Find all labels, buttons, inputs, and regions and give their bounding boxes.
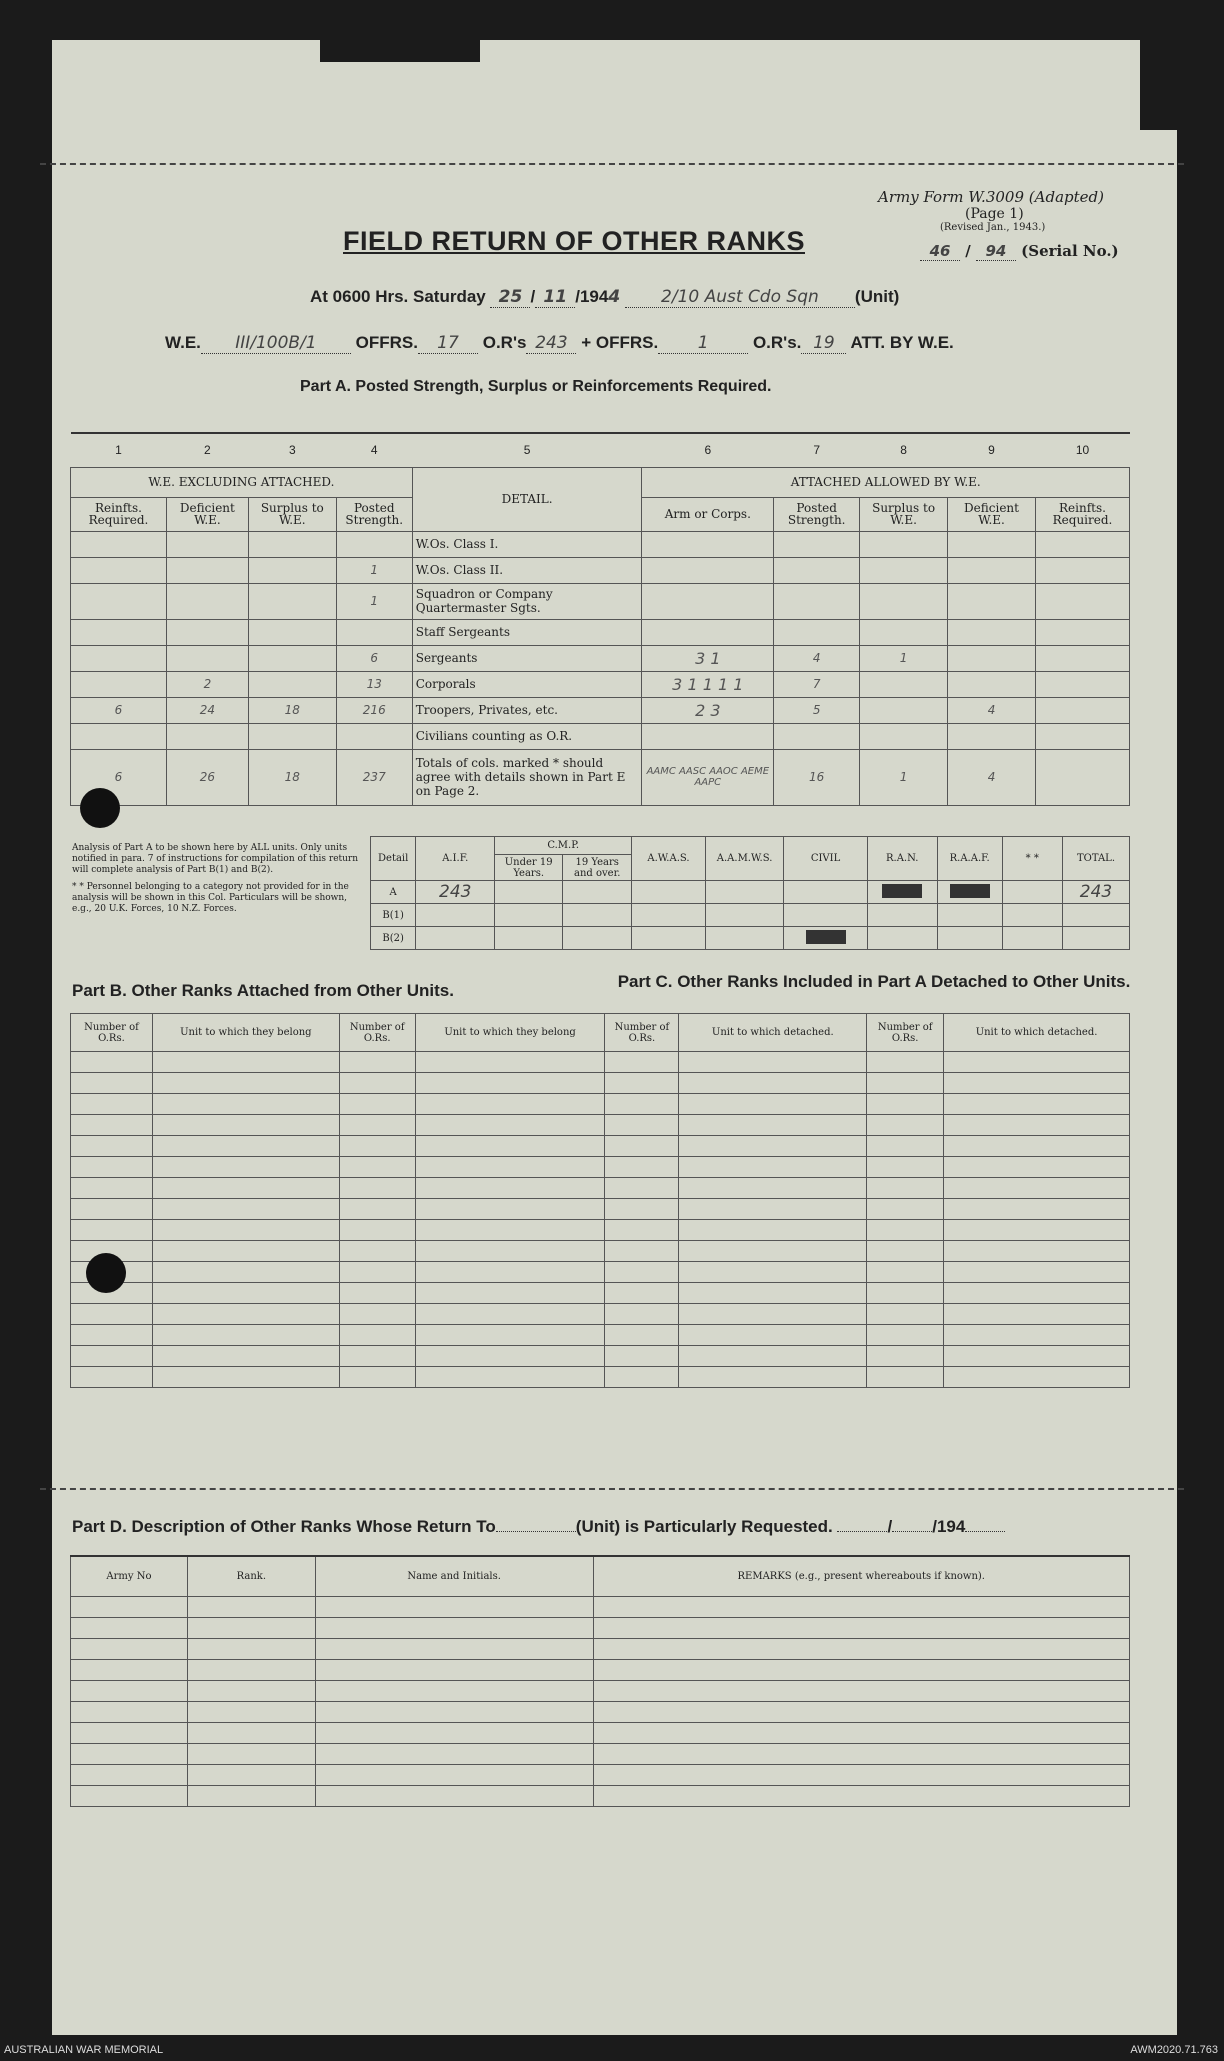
punch-hole xyxy=(80,788,120,828)
header-att-deficient: Deficient W.E. xyxy=(948,497,1036,531)
cell-c4: 13 xyxy=(336,671,412,697)
strength-row xyxy=(71,723,1130,749)
cell-c2 xyxy=(166,583,248,619)
header-deficient: Deficient W.E. xyxy=(166,497,248,531)
cell-c7: 4 xyxy=(774,645,860,671)
cell-arm xyxy=(642,583,774,619)
perforation-bottom xyxy=(40,1488,1184,1490)
blank-row xyxy=(71,1638,1130,1659)
cell-c10 xyxy=(1035,671,1129,697)
col-num-5: 5 xyxy=(523,443,531,458)
blank-row xyxy=(71,1115,1130,1136)
cell-c9 xyxy=(948,619,1036,645)
cell-c3 xyxy=(248,723,336,749)
analysis-header-other: * * xyxy=(1002,837,1062,881)
cell-c3 xyxy=(248,583,336,619)
perforation-top xyxy=(40,163,1184,165)
cell-c2 xyxy=(166,557,248,583)
col-num-2: 2 xyxy=(204,443,211,458)
analysis-total-a: 243 xyxy=(1063,881,1130,904)
serial-number: 46 / 94 (Serial No.) xyxy=(920,242,1119,261)
header-att-surplus: Surplus to W.E. xyxy=(860,497,948,531)
blank-row xyxy=(71,1367,1130,1388)
cell-c10 xyxy=(1035,619,1129,645)
cell-c7 xyxy=(774,619,860,645)
cell-arm xyxy=(642,531,774,557)
we-line: W.E. III/100B/1 OFFRS. 17 O.R's 243 + OFFRS. 1 O.R's. 19 ATT. BY W.E. xyxy=(165,333,954,353)
cell-c3 xyxy=(248,531,336,557)
page-number: (Page 1) xyxy=(965,206,1024,222)
strength-row xyxy=(71,671,1130,697)
part-d-header-rank: Rank. xyxy=(187,1556,315,1596)
cell-c9: 4 xyxy=(948,749,1036,805)
row-detail: Squadron or Company Quartermaster Sgts. xyxy=(412,583,642,619)
analysis-header-aamws: A.A.M.W.S. xyxy=(705,837,784,881)
cell-c9: 4 xyxy=(948,697,1036,723)
blank-row xyxy=(71,1680,1130,1701)
cell-c1 xyxy=(71,557,167,583)
part-c-header-unit: Unit to which detached. xyxy=(944,1014,1130,1052)
blank-row xyxy=(71,1764,1130,1785)
blank-row xyxy=(71,1785,1130,1806)
col-num-6: 6 xyxy=(704,443,712,458)
cell-c7 xyxy=(774,583,860,619)
analysis-table xyxy=(370,836,1130,950)
blank-row xyxy=(71,1283,1130,1304)
blank-row xyxy=(71,1617,1130,1638)
cell-c3: 18 xyxy=(248,697,336,723)
header-att-posted: Posted Strength. xyxy=(774,497,860,531)
cell-c1 xyxy=(71,671,167,697)
analysis-header-total: TOTAL. xyxy=(1063,837,1130,881)
strength-row xyxy=(71,619,1130,645)
part-b-header-number: Number of O.Rs. xyxy=(339,1014,415,1052)
cell-c2 xyxy=(166,619,248,645)
blank-row xyxy=(71,1094,1130,1115)
strength-row xyxy=(71,531,1130,557)
cell-c8 xyxy=(860,619,948,645)
cell-c8 xyxy=(860,697,948,723)
form-number: Army Form W.3009 (Adapted) xyxy=(878,188,1104,206)
part-bc-table xyxy=(70,1013,1130,1388)
cell-c10 xyxy=(1035,749,1129,805)
blank-row xyxy=(71,1178,1130,1199)
cell-c1 xyxy=(71,531,167,557)
analysis-header-detail: Detail xyxy=(371,837,416,881)
cell-c1 xyxy=(71,723,167,749)
analysis-header-cmp: C.M.P. xyxy=(495,837,632,855)
header-arm-corps: Arm or Corps. xyxy=(642,497,774,531)
cell-c1 xyxy=(71,619,167,645)
cell-c1 xyxy=(71,583,167,619)
group-right-header: ATTACHED ALLOWED BY W.E. xyxy=(642,467,1130,497)
analysis-header-awas: A.W.A.S. xyxy=(632,837,705,881)
row-detail: Staff Sergeants xyxy=(412,619,642,645)
cell-c7 xyxy=(774,557,860,583)
row-detail: Totals of cols. marked * should agree with details shown in Part E on Page 2. xyxy=(412,749,642,805)
cell-c3 xyxy=(248,557,336,583)
analysis-header-ran: R.A.N. xyxy=(867,837,937,881)
col-num-9: 9 xyxy=(988,443,995,458)
cell-c7 xyxy=(774,723,860,749)
analysis-header-civil: CIVIL xyxy=(784,837,867,881)
punch-hole xyxy=(86,1253,126,1293)
cell-c9 xyxy=(948,723,1036,749)
group-left-header: W.E. EXCLUDING ATTACHED. xyxy=(71,467,413,497)
redaction-mark xyxy=(882,884,922,898)
cell-arm: 3 1 1 1 1 xyxy=(642,671,774,697)
cell-c3 xyxy=(248,671,336,697)
col-num-3: 3 xyxy=(288,443,296,458)
cell-c2: 2 xyxy=(166,671,248,697)
cell-c2: 26 xyxy=(166,749,248,805)
cell-c4 xyxy=(336,723,412,749)
part-a-title: Part A. Posted Strength, Surplus or Reinforcements Required. xyxy=(300,378,772,395)
cell-arm xyxy=(642,557,774,583)
header-surplus: Surplus to W.E. xyxy=(248,497,336,531)
part-c-header-number: Number of O.Rs. xyxy=(605,1014,679,1052)
blank-row xyxy=(71,1199,1130,1220)
cell-c10 xyxy=(1035,557,1129,583)
col-num-1: 1 xyxy=(115,443,122,458)
archive-reference: AWM2020.71.763 xyxy=(1130,2044,1218,2056)
part-d-table xyxy=(70,1555,1130,1807)
cell-arm xyxy=(642,619,774,645)
strength-row xyxy=(71,557,1130,583)
cell-c1 xyxy=(71,645,167,671)
part-c-header-number: Number of O.Rs. xyxy=(867,1014,944,1052)
detail-header: DETAIL. xyxy=(412,467,642,531)
cell-c9 xyxy=(948,557,1036,583)
analysis-header-raaf: R.A.A.F. xyxy=(937,837,1002,881)
cell-c3 xyxy=(248,619,336,645)
header-att-reinfts: Reinfts. Required. xyxy=(1035,497,1129,531)
cell-c3 xyxy=(248,645,336,671)
cell-c4: 1 xyxy=(336,557,412,583)
row-detail: Troopers, Privates, etc. xyxy=(412,697,642,723)
cell-c4 xyxy=(336,531,412,557)
blank-row xyxy=(71,1304,1130,1325)
cell-c1: 6 xyxy=(71,697,167,723)
cell-c2 xyxy=(166,531,248,557)
blank-row xyxy=(71,1073,1130,1094)
cell-c9 xyxy=(948,583,1036,619)
cell-c1: 6 xyxy=(71,749,167,805)
blank-row xyxy=(71,1325,1130,1346)
totals-row xyxy=(71,749,1130,805)
header-reinfts: Reinfts. Required. xyxy=(71,497,167,531)
blank-row xyxy=(71,1241,1130,1262)
page-title: FIELD RETURN OF OTHER RANKS xyxy=(343,226,805,256)
blank-row xyxy=(71,1743,1130,1764)
cell-arm: 2 3 xyxy=(642,697,774,723)
cell-c8: 1 xyxy=(860,749,948,805)
cell-c2: 24 xyxy=(166,697,248,723)
revised-date: (Revised Jan., 1943.) xyxy=(940,222,1046,233)
redaction-mark xyxy=(950,884,990,898)
redaction-mark xyxy=(806,930,846,944)
col-num-10: 10 xyxy=(1075,443,1090,458)
cell-c8 xyxy=(860,557,948,583)
analysis-header-under19: Under 19 Years. xyxy=(495,855,563,881)
part-d-header-name: Name and Initials. xyxy=(315,1556,593,1596)
col-num-7: 7 xyxy=(813,443,821,458)
cell-c4: 237 xyxy=(336,749,412,805)
archive-credit: AUSTRALIAN WAR MEMORIAL xyxy=(4,2044,164,2056)
part-d-header-army-no: Army No xyxy=(71,1556,188,1596)
torn-edge xyxy=(320,40,480,62)
blank-row xyxy=(71,1722,1130,1743)
cell-c8: 1 xyxy=(860,645,948,671)
strength-row xyxy=(71,697,1130,723)
header-posted: Posted Strength. xyxy=(336,497,412,531)
cell-c9 xyxy=(948,531,1036,557)
analysis-row-label: A xyxy=(371,881,416,904)
blank-row xyxy=(71,1659,1130,1680)
torn-corner xyxy=(1140,40,1180,130)
cell-c10 xyxy=(1035,531,1129,557)
analysis-row-label: B(1) xyxy=(371,904,416,927)
cell-c2 xyxy=(166,645,248,671)
part-d-title: Part D. Description of Other Ranks Whose Return To (Unit) is Particularly Requested. / /194 xyxy=(72,1517,1005,1537)
analysis-header-19over: 19 Years and over. xyxy=(563,855,632,881)
cell-c4 xyxy=(336,619,412,645)
part-c-title: Part C. Other Ranks Included in Part A Detached to Other Units. xyxy=(617,972,1131,991)
row-detail: Civilians counting as O.R. xyxy=(412,723,642,749)
cell-c10 xyxy=(1035,583,1129,619)
cell-arm: AAMC AASC AAOC AEME AAPC xyxy=(642,749,774,805)
blank-row xyxy=(71,1701,1130,1722)
cell-c7 xyxy=(774,531,860,557)
cell-c2 xyxy=(166,723,248,749)
blank-row xyxy=(71,1346,1130,1367)
analysis-aif-a: 243 xyxy=(416,881,495,904)
date-line: At 0600 Hrs. Saturday 25 / 11 /1944 2/10 Aust Cdo Sqn (Unit) xyxy=(310,287,900,307)
cell-c8 xyxy=(860,583,948,619)
cell-arm xyxy=(642,723,774,749)
col-num-8: 8 xyxy=(900,443,907,458)
strength-row xyxy=(71,583,1130,619)
cell-c7: 7 xyxy=(774,671,860,697)
blank-row xyxy=(71,1052,1130,1073)
part-b-title: Part B. Other Ranks Attached from Other Units. xyxy=(72,981,454,1000)
cell-c8 xyxy=(860,671,948,697)
row-detail: Sergeants xyxy=(412,645,642,671)
cell-c10 xyxy=(1035,645,1129,671)
blank-row xyxy=(71,1596,1130,1617)
cell-c9 xyxy=(948,671,1036,697)
blank-row xyxy=(71,1136,1130,1157)
cell-c10 xyxy=(1035,697,1129,723)
analysis-row-label: B(2) xyxy=(371,927,416,950)
cell-c8 xyxy=(860,723,948,749)
part-b-header-number: Number of O.Rs. xyxy=(71,1014,153,1052)
part-d-header-remarks: REMARKS (e.g., present whereabouts if known). xyxy=(593,1556,1130,1596)
analysis-note: Analysis of Part A to be shown here by ALL units. Only units notified in para. 7 of instructions for compilation of this return will complete analysis of Part B(1) and B(2). * * Personnel belonging to a category not provided for in the analysis will be shown in this Col. Particulars will be shown, e.g., 20 U.K. Forces, 10 N.Z. Forces. xyxy=(72,843,359,914)
cell-c10 xyxy=(1035,723,1129,749)
cell-c4: 6 xyxy=(336,645,412,671)
row-detail: W.Os. Class I. xyxy=(412,531,642,557)
row-detail: Corporals xyxy=(412,671,642,697)
part-a-table xyxy=(70,432,1130,806)
blank-row xyxy=(71,1157,1130,1178)
cell-c4: 216 xyxy=(336,697,412,723)
blank-row xyxy=(71,1262,1130,1283)
part-b-header-unit: Unit to which they belong xyxy=(415,1014,605,1052)
col-num-4: 4 xyxy=(370,443,378,458)
cell-c7: 5 xyxy=(774,697,860,723)
cell-c7: 16 xyxy=(774,749,860,805)
row-detail: W.Os. Class II. xyxy=(412,557,642,583)
cell-c9 xyxy=(948,645,1036,671)
cell-c3: 18 xyxy=(248,749,336,805)
analysis-header-aif: A.I.F. xyxy=(416,837,495,881)
part-b-header-unit: Unit to which they belong xyxy=(152,1014,339,1052)
cell-c4: 1 xyxy=(336,583,412,619)
strength-row xyxy=(71,645,1130,671)
cell-arm: 3 1 xyxy=(642,645,774,671)
cell-c8 xyxy=(860,531,948,557)
part-c-header-unit: Unit to which detached. xyxy=(679,1014,867,1052)
blank-row xyxy=(71,1220,1130,1241)
